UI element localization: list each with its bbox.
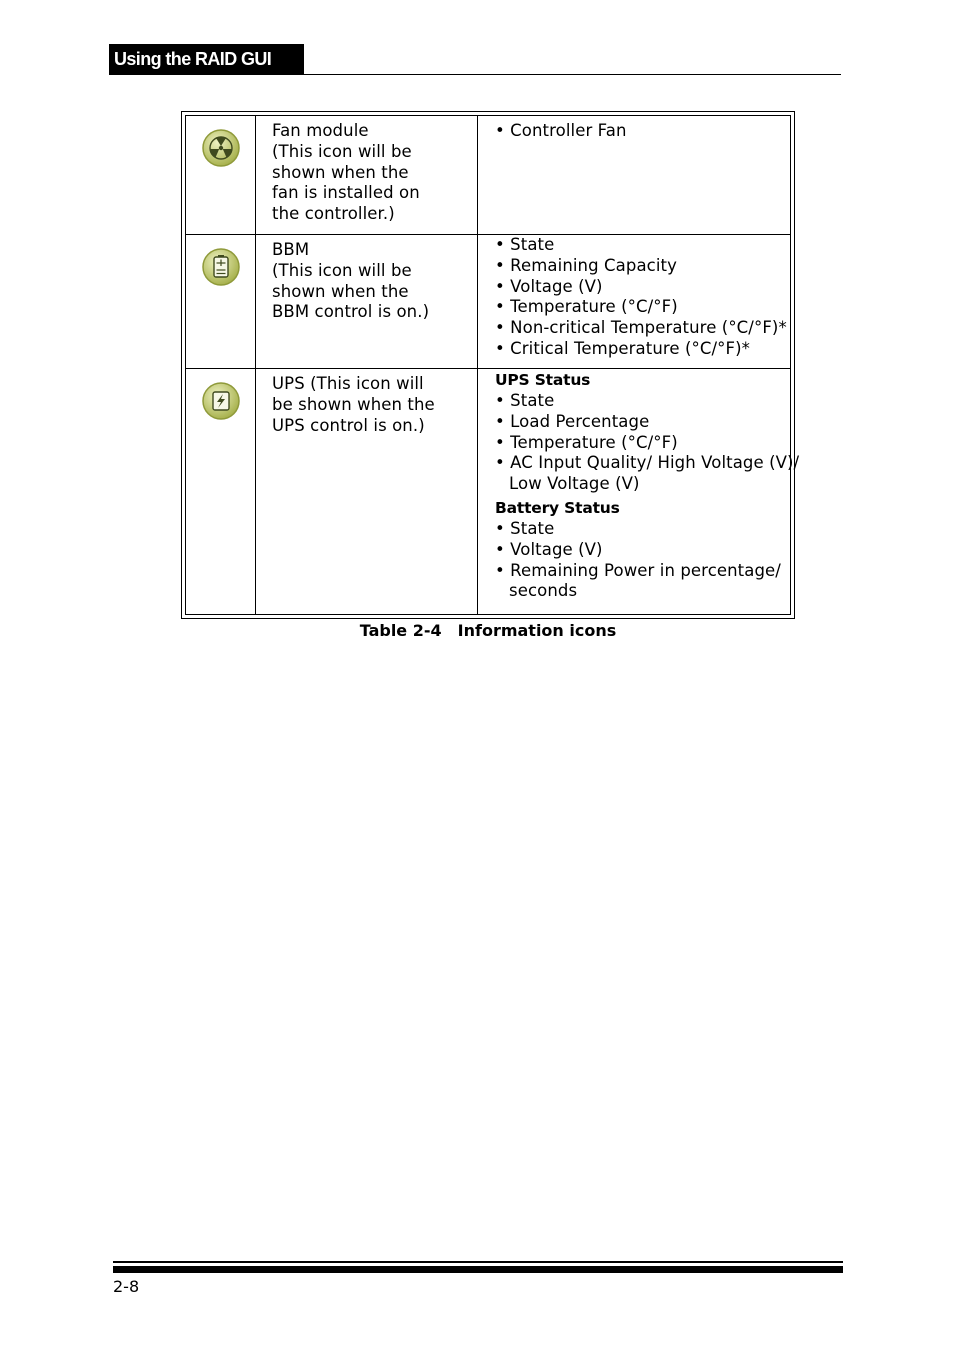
info-item: • Remaining Power in percentage/ [495,560,781,580]
header-rule [304,74,841,75]
battery-icon [201,247,241,287]
description-line: BBM control is on.) [272,302,430,322]
table [185,115,800,615]
information-icons-table [181,111,800,619]
description-cell [256,116,478,235]
description-cell [256,235,478,369]
icon-cell [186,116,256,235]
description-line: UPS (This icon will [272,374,424,393]
section-title: Using the RAID GUI [109,44,304,75]
table-row-ups [186,369,791,615]
description-line: fan is installed on [272,183,420,203]
info-item: • Temperature (°C/°F) [495,432,678,452]
battery-status-heading: Battery Status [495,498,620,517]
table-row-bbm [186,235,791,369]
info-item: • State [495,235,555,254]
description-line: Fan module [272,121,369,140]
description-line: (This icon will be [272,260,412,280]
info-item: • State [495,518,555,538]
description-line: the controller.) [272,204,395,224]
info-item: • Load Percentage [495,411,650,431]
info-item: • Temperature (°C/°F) [495,297,678,317]
info-item-continued [495,474,780,495]
info-item: • Controller Fan [495,121,627,140]
info-cell [478,369,800,615]
info-item: • Voltage (V) [495,539,603,559]
description-line: (This icon will be [272,141,412,161]
icon-cell [186,369,256,615]
table-row-fan [186,116,791,235]
caption-title: Information icons [457,621,617,640]
info-item: • Non-critical Temperature (°C/°F)* [495,318,787,338]
description-line: be shown when the [272,394,435,414]
description-cell [256,369,478,615]
info-item: • Voltage (V) [495,276,603,296]
description-line: shown when the [272,162,409,182]
caption-label: Table 2-4 [359,621,442,640]
info-item-continuation: seconds [509,581,578,601]
ups-status-heading: UPS Status [495,371,591,389]
ups-icon [201,381,241,421]
table-caption [0,620,954,642]
footer-rule-thick [113,1266,843,1273]
info-item-continuation: Low Voltage (V) [509,474,640,494]
info-item: • AC Input Quality/ High Voltage (V)/ [495,453,800,473]
description-line: shown when the [272,281,409,301]
info-item: • Remaining Capacity [495,255,677,275]
icon-cell [186,235,256,369]
fan-icon [201,128,241,168]
info-item: • Critical Temperature (°C/°F)* [495,338,750,358]
description-line: BBM [272,240,310,259]
info-item-continued [495,581,780,602]
page-number: 2-8 [113,1277,140,1296]
description-line: UPS control is on.) [272,415,425,435]
info-cell [478,116,791,235]
info-cell [478,235,791,369]
footer-rule-thin [113,1261,843,1263]
info-item: • State [495,391,555,410]
